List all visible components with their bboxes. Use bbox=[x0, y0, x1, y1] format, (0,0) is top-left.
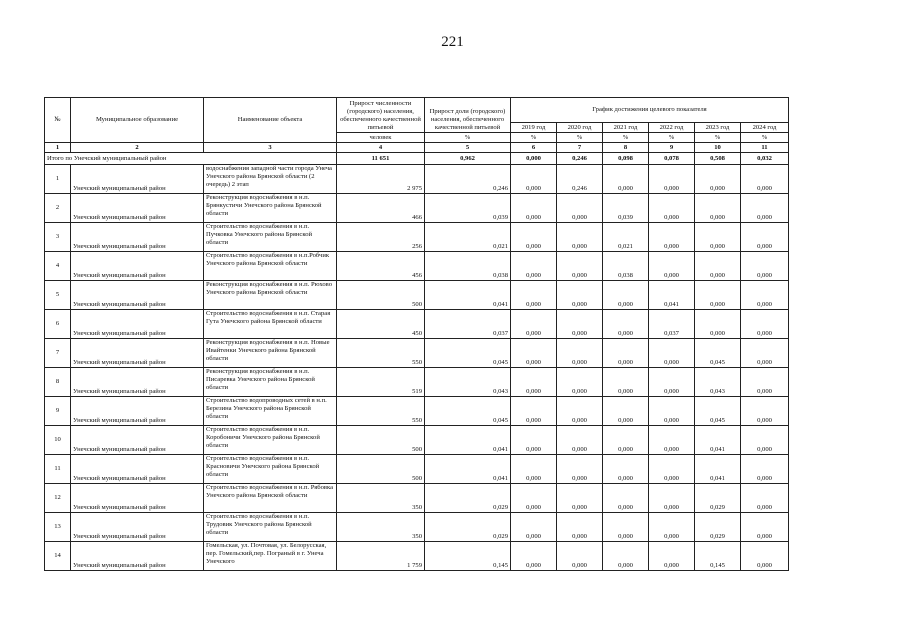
object-cell: Реконструкция водоснабжения в н.п. Рюхово Унечского района Брянской области bbox=[204, 281, 337, 310]
total-population: 11 651 bbox=[337, 153, 425, 165]
table-row bbox=[45, 484, 789, 513]
year-value-cell: 0,000 bbox=[695, 223, 741, 252]
population-cell: 500 bbox=[337, 426, 425, 455]
column-numbers-row bbox=[45, 143, 789, 153]
year-value-cell: 0,000 bbox=[741, 165, 789, 194]
table-row bbox=[45, 455, 789, 484]
year-value-cell: 0,000 bbox=[741, 455, 789, 484]
header-year-unit: % bbox=[511, 133, 557, 143]
object-cell: Строительство водоснабжения в н.п.Робчик Унечского района Брянской области bbox=[204, 252, 337, 281]
year-value-cell: 0,000 bbox=[557, 223, 603, 252]
table-row bbox=[45, 252, 789, 281]
year-value-cell: 0,041 bbox=[695, 426, 741, 455]
total-label: Итого по Унечский муниципальный район bbox=[45, 153, 337, 165]
year-value-cell: 0,000 bbox=[603, 513, 649, 542]
population-cell: 456 bbox=[337, 252, 425, 281]
row-number: 11 bbox=[45, 455, 71, 484]
year-value-cell: 0,000 bbox=[741, 310, 789, 339]
population-cell: 519 bbox=[337, 368, 425, 397]
year-value-cell: 0,000 bbox=[649, 426, 695, 455]
municipality-cell: Унечский муниципальный район bbox=[71, 194, 204, 223]
municipality-cell: Унечский муниципальный район bbox=[71, 513, 204, 542]
population-cell: 1 759 bbox=[337, 542, 425, 571]
row-number: 2 bbox=[45, 194, 71, 223]
year-value-cell: 0,000 bbox=[511, 513, 557, 542]
row-number: 4 bbox=[45, 252, 71, 281]
share-cell: 0,043 bbox=[425, 368, 511, 397]
share-cell: 0,021 bbox=[425, 223, 511, 252]
share-cell: 0,145 bbox=[425, 542, 511, 571]
year-value-cell: 0,000 bbox=[557, 397, 603, 426]
total-year-value: 0,078 bbox=[649, 153, 695, 165]
municipality-cell: Унечский муниципальный район bbox=[71, 368, 204, 397]
year-value-cell: 0,000 bbox=[603, 310, 649, 339]
year-value-cell: 0,000 bbox=[695, 281, 741, 310]
header-population-growth: Прирост численности (городского) населения, обеспеченного качественной питьевой bbox=[337, 98, 425, 133]
year-value-cell: 0,000 bbox=[603, 542, 649, 571]
column-number: 8 bbox=[603, 143, 649, 153]
population-cell: 550 bbox=[337, 397, 425, 426]
municipality-cell: Унечский муниципальный район bbox=[71, 281, 204, 310]
share-cell: 0,037 bbox=[425, 310, 511, 339]
share-cell: 0,246 bbox=[425, 165, 511, 194]
year-value-cell: 0,000 bbox=[557, 542, 603, 571]
row-number: 7 bbox=[45, 339, 71, 368]
total-row bbox=[45, 153, 789, 165]
municipality-cell: Унечский муниципальный район bbox=[71, 426, 204, 455]
population-cell: 2 975 bbox=[337, 165, 425, 194]
share-cell: 0,041 bbox=[425, 455, 511, 484]
year-value-cell: 0,000 bbox=[557, 194, 603, 223]
column-number: 7 bbox=[557, 143, 603, 153]
year-value-cell: 0,000 bbox=[741, 194, 789, 223]
column-number: 1 bbox=[45, 143, 71, 153]
year-value-cell: 0,000 bbox=[511, 165, 557, 194]
object-cell: Строительство водоснабжения в н.п. Трудовик Унечского района Брянской области bbox=[204, 513, 337, 542]
object-cell: Реконструкция водоснабжения в н.п. Писаревка Унечского района Брянской области bbox=[204, 368, 337, 397]
population-cell: 350 bbox=[337, 513, 425, 542]
year-value-cell: 0,000 bbox=[511, 484, 557, 513]
row-number: 10 bbox=[45, 426, 71, 455]
row-number: 6 bbox=[45, 310, 71, 339]
share-cell: 0,029 bbox=[425, 484, 511, 513]
year-value-cell: 0,045 bbox=[695, 339, 741, 368]
total-year-value: 0,032 bbox=[741, 153, 789, 165]
table-row bbox=[45, 223, 789, 252]
object-cell: Строительство водоснабжения в н.п. Пучковка Унечского района Брянской области bbox=[204, 223, 337, 252]
year-value-cell: 0,000 bbox=[603, 426, 649, 455]
column-number: 9 bbox=[649, 143, 695, 153]
year-value-cell: 0,000 bbox=[511, 426, 557, 455]
share-cell: 0,029 bbox=[425, 513, 511, 542]
year-value-cell: 0,000 bbox=[649, 542, 695, 571]
header-year-2: 2020 год bbox=[557, 123, 603, 133]
year-value-cell: 0,000 bbox=[695, 252, 741, 281]
year-value-cell: 0,000 bbox=[511, 194, 557, 223]
column-number: 6 bbox=[511, 143, 557, 153]
year-value-cell: 0,000 bbox=[603, 484, 649, 513]
column-number: 10 bbox=[695, 143, 741, 153]
year-value-cell: 0,000 bbox=[649, 368, 695, 397]
year-value-cell: 0,000 bbox=[557, 281, 603, 310]
object-cell: Реконструкция водоснабжения в н.п. Брянкустичи Унечского района Брянской области bbox=[204, 194, 337, 223]
municipality-cell: Унечский муниципальный район bbox=[71, 339, 204, 368]
population-cell: 450 bbox=[337, 310, 425, 339]
row-number: 14 bbox=[45, 542, 71, 571]
year-value-cell: 0,000 bbox=[511, 455, 557, 484]
column-number: 11 bbox=[741, 143, 789, 153]
year-value-cell: 0,000 bbox=[695, 194, 741, 223]
population-cell: 350 bbox=[337, 484, 425, 513]
object-cell: Строительство водоснабжения в н.п. Коробоничи Унечского района Брянской области bbox=[204, 426, 337, 455]
year-value-cell: 0,000 bbox=[741, 484, 789, 513]
column-number: 2 bbox=[71, 143, 204, 153]
population-cell: 500 bbox=[337, 455, 425, 484]
header-unit-percent: % bbox=[425, 133, 511, 143]
data-table bbox=[44, 97, 789, 571]
year-value-cell: 0,000 bbox=[741, 513, 789, 542]
year-value-cell: 0,000 bbox=[557, 310, 603, 339]
header-year-unit: % bbox=[695, 133, 741, 143]
year-value-cell: 0,000 bbox=[603, 455, 649, 484]
year-value-cell: 0,000 bbox=[511, 397, 557, 426]
table-row bbox=[45, 542, 789, 571]
table-row bbox=[45, 426, 789, 455]
total-year-value: 0,246 bbox=[557, 153, 603, 165]
total-year-value: 0,000 bbox=[511, 153, 557, 165]
year-value-cell: 0,000 bbox=[603, 368, 649, 397]
object-cell: Строительство водоснабжения в н.п. Красновичи Унечского района Брянской области bbox=[204, 455, 337, 484]
object-cell: Реконструкция водоснабжения в н.п. Новые Ивайтенки Унечского района Брянской области bbox=[204, 339, 337, 368]
year-value-cell: 0,000 bbox=[557, 513, 603, 542]
year-value-cell: 0,000 bbox=[511, 542, 557, 571]
row-number: 5 bbox=[45, 281, 71, 310]
year-value-cell: 0,000 bbox=[649, 484, 695, 513]
table-row bbox=[45, 310, 789, 339]
year-value-cell: 0,045 bbox=[695, 397, 741, 426]
year-value-cell: 0,000 bbox=[695, 165, 741, 194]
table-row bbox=[45, 368, 789, 397]
share-cell: 0,039 bbox=[425, 194, 511, 223]
year-value-cell: 0,000 bbox=[603, 165, 649, 194]
year-value-cell: 0,000 bbox=[557, 484, 603, 513]
column-number: 3 bbox=[204, 143, 337, 153]
header-year-6: 2024 год bbox=[741, 123, 789, 133]
year-value-cell: 0,246 bbox=[557, 165, 603, 194]
table-row bbox=[45, 339, 789, 368]
year-value-cell: 0,000 bbox=[511, 368, 557, 397]
year-value-cell: 0,000 bbox=[649, 252, 695, 281]
year-value-cell: 0,000 bbox=[649, 455, 695, 484]
object-cell: Строительство водопроводных сетей в н.п. Березина Унечского района Брянской области bbox=[204, 397, 337, 426]
header-share-growth: Прирост доли (городского) населения, обеспеченного качественной питьевой bbox=[425, 98, 511, 133]
header-year-5: 2023 год bbox=[695, 123, 741, 133]
row-number: 13 bbox=[45, 513, 71, 542]
year-value-cell: 0,000 bbox=[511, 281, 557, 310]
year-value-cell: 0,000 bbox=[649, 165, 695, 194]
municipality-cell: Унечский муниципальный район bbox=[71, 397, 204, 426]
header-year-unit: % bbox=[557, 133, 603, 143]
header-year-unit: % bbox=[649, 133, 695, 143]
share-cell: 0,045 bbox=[425, 397, 511, 426]
year-value-cell: 0,043 bbox=[695, 368, 741, 397]
share-cell: 0,041 bbox=[425, 426, 511, 455]
table-row bbox=[45, 165, 789, 194]
municipality-cell: Унечский муниципальный район bbox=[71, 542, 204, 571]
column-number: 5 bbox=[425, 143, 511, 153]
table-row bbox=[45, 397, 789, 426]
year-value-cell: 0,029 bbox=[695, 513, 741, 542]
population-cell: 466 bbox=[337, 194, 425, 223]
year-value-cell: 0,000 bbox=[649, 513, 695, 542]
object-cell: Строительство водоснабжения в н.п. Рябовка Унечского района Брянской области bbox=[204, 484, 337, 513]
column-number: 4 bbox=[337, 143, 425, 153]
share-cell: 0,038 bbox=[425, 252, 511, 281]
year-value-cell: 0,000 bbox=[511, 252, 557, 281]
total-year-value: 0,508 bbox=[695, 153, 741, 165]
share-cell: 0,045 bbox=[425, 339, 511, 368]
year-value-cell: 0,000 bbox=[741, 281, 789, 310]
year-value-cell: 0,000 bbox=[511, 310, 557, 339]
table-row bbox=[45, 513, 789, 542]
object-cell: Гомельская, ул. Почтовая, ул. Белорусская, пер. Гомельский,пер. Пограный в г. Унеча Унечского bbox=[204, 542, 337, 571]
year-value-cell: 0,000 bbox=[649, 223, 695, 252]
year-value-cell: 0,000 bbox=[557, 455, 603, 484]
header-year-1: 2019 год bbox=[511, 123, 557, 133]
year-value-cell: 0,000 bbox=[741, 368, 789, 397]
header-year-4: 2022 год bbox=[649, 123, 695, 133]
municipality-cell: Унечский муниципальный район bbox=[71, 165, 204, 194]
year-value-cell: 0,000 bbox=[557, 368, 603, 397]
year-value-cell: 0,000 bbox=[649, 397, 695, 426]
municipality-cell: Унечский муниципальный район bbox=[71, 455, 204, 484]
year-value-cell: 0,145 bbox=[695, 542, 741, 571]
population-cell: 256 bbox=[337, 223, 425, 252]
year-value-cell: 0,000 bbox=[557, 339, 603, 368]
row-number: 12 bbox=[45, 484, 71, 513]
year-value-cell: 0,000 bbox=[741, 339, 789, 368]
year-value-cell: 0,039 bbox=[603, 194, 649, 223]
year-value-cell: 0,000 bbox=[649, 339, 695, 368]
year-value-cell: 0,029 bbox=[695, 484, 741, 513]
row-number: 9 bbox=[45, 397, 71, 426]
header-year-unit: % bbox=[603, 133, 649, 143]
row-number: 3 bbox=[45, 223, 71, 252]
year-value-cell: 0,000 bbox=[695, 310, 741, 339]
table-row bbox=[45, 281, 789, 310]
header-year-unit: % bbox=[741, 133, 789, 143]
total-share: 0,962 bbox=[425, 153, 511, 165]
year-value-cell: 0,000 bbox=[603, 339, 649, 368]
year-value-cell: 0,037 bbox=[649, 310, 695, 339]
header-municipality: Муниципальное образование bbox=[71, 98, 204, 143]
year-value-cell: 0,000 bbox=[649, 194, 695, 223]
year-value-cell: 0,000 bbox=[603, 397, 649, 426]
year-value-cell: 0,000 bbox=[741, 542, 789, 571]
header-unit-people: человек bbox=[337, 133, 425, 143]
share-cell: 0,041 bbox=[425, 281, 511, 310]
year-value-cell: 0,000 bbox=[557, 252, 603, 281]
municipality-cell: Унечский муниципальный район bbox=[71, 252, 204, 281]
municipality-cell: Унечский муниципальный район bbox=[71, 484, 204, 513]
year-value-cell: 0,041 bbox=[649, 281, 695, 310]
year-value-cell: 0,038 bbox=[603, 252, 649, 281]
year-value-cell: 0,021 bbox=[603, 223, 649, 252]
page-number: 221 bbox=[441, 34, 464, 50]
year-value-cell: 0,000 bbox=[741, 397, 789, 426]
header-schedule: График достижения целевого показателя bbox=[511, 98, 789, 123]
population-cell: 550 bbox=[337, 339, 425, 368]
year-value-cell: 0,000 bbox=[511, 223, 557, 252]
header-num: № bbox=[45, 98, 71, 143]
object-cell: водоснабжения западной части города Унеча Унечского района Брянской области (2 очередь) 2 этап bbox=[204, 165, 337, 194]
object-cell: Строительство водоснабжения в н.п. Старая Гута Унечского района Брянской области bbox=[204, 310, 337, 339]
total-year-value: 0,098 bbox=[603, 153, 649, 165]
year-value-cell: 0,000 bbox=[741, 426, 789, 455]
table-row bbox=[45, 194, 789, 223]
year-value-cell: 0,000 bbox=[603, 281, 649, 310]
row-number: 8 bbox=[45, 368, 71, 397]
header-object: Наименование объекта bbox=[204, 98, 337, 143]
municipality-cell: Унечский муниципальный район bbox=[71, 223, 204, 252]
row-number: 1 bbox=[45, 165, 71, 194]
year-value-cell: 0,000 bbox=[557, 426, 603, 455]
population-cell: 500 bbox=[337, 281, 425, 310]
municipality-cell: Унечский муниципальный район bbox=[71, 310, 204, 339]
year-value-cell: 0,041 bbox=[695, 455, 741, 484]
header-year-3: 2021 год bbox=[603, 123, 649, 133]
year-value-cell: 0,000 bbox=[741, 223, 789, 252]
year-value-cell: 0,000 bbox=[741, 252, 789, 281]
year-value-cell: 0,000 bbox=[511, 339, 557, 368]
